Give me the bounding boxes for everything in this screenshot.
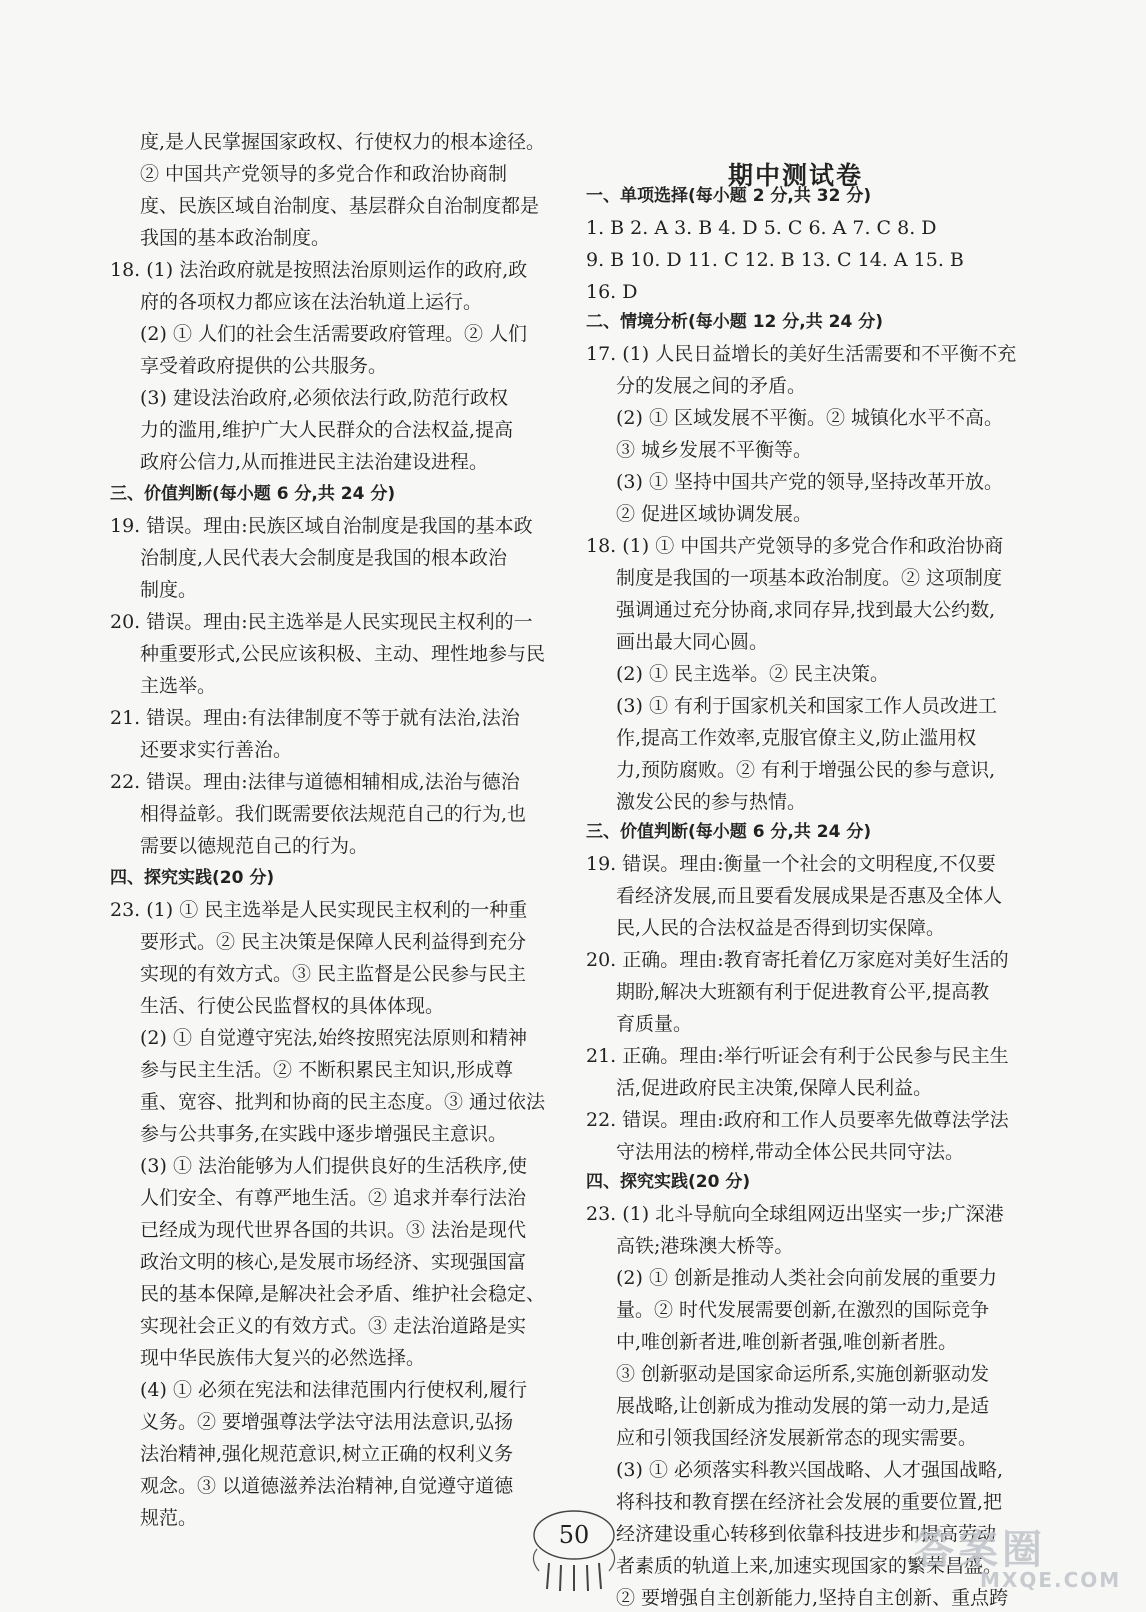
page-number-ornament-icon bbox=[515, 1505, 633, 1595]
answer-line: ③ 创新驱动是国家命运所系,实施创新驱动发 bbox=[616, 1363, 990, 1385]
answer-line: 18. (1) 法治政府就是按照法治原则运作的政府,政 bbox=[110, 259, 528, 281]
answer-line: 22. 错误。理由:法律与道德相辅相成,法治与德治 bbox=[110, 771, 520, 793]
watermark-logo bbox=[904, 1514, 1134, 1594]
answer-line: 20. 错误。理由:民主选举是人民实现民主权利的一 bbox=[110, 611, 533, 633]
answer-line: 政治文明的核心,是发展市场经济、实现强国富 bbox=[140, 1251, 527, 1273]
answer-line: 参与公共事务,在实践中逐步增强民主意识。 bbox=[140, 1123, 508, 1145]
answer-line: 治制度,人民代表大会制度是我国的根本政治 bbox=[140, 547, 508, 569]
answer-line: (3) 建设法治政府,必须依法行政,防范行政权 bbox=[140, 387, 509, 409]
answer-line: 观念。③ 以道德滋养法治精神,自觉遵守道德 bbox=[140, 1475, 514, 1497]
answer-line: 17. (1) 人民日益增长的美好生活需要和不平衡不充 bbox=[586, 343, 1017, 365]
answer-line: 育质量。 bbox=[616, 1013, 693, 1035]
answer-line: 分的发展之间的矛盾。 bbox=[616, 375, 807, 397]
answer-line: 参与民主生活。② 不断积累民主知识,形成尊 bbox=[140, 1059, 514, 1081]
answer-line: 力,预防腐败。② 有利于增强公民的参与意识, bbox=[616, 759, 996, 781]
answer-line: ② 中国共产党领导的多党合作和政治协商制 bbox=[140, 163, 508, 185]
answer-line: (2) ① 自觉遵守宪法,始终按照宪法原则和精神 bbox=[140, 1027, 528, 1049]
section-heading: 三、价值判断(每小题 6 分,共 24 分) bbox=[110, 484, 396, 504]
answer-line: 1. B 2. A 3. B 4. D 5. C 6. A 7. C 8. D bbox=[586, 217, 937, 239]
answer-line: 已经成为现代世界各国的共识。③ 法治是现代 bbox=[140, 1219, 527, 1241]
answer-line: 主选举。 bbox=[140, 675, 217, 697]
answer-line: 规范。 bbox=[140, 1507, 198, 1529]
answer-line: 需要以德规范自己的行为。 bbox=[140, 835, 369, 857]
section-heading: 四、探究实践(20 分) bbox=[110, 868, 275, 888]
answer-line: 将科技和教育摆在经济社会发展的重要位置,把 bbox=[616, 1491, 1003, 1513]
answer-line: (2) ① 创新是推动人类社会向前发展的重要力 bbox=[616, 1267, 997, 1289]
answer-line: 制度是我国的一项基本政治制度。② 这项制度 bbox=[616, 567, 1003, 589]
answer-line: 民的基本保障,是解决社会矛盾、维护社会稳定、 bbox=[140, 1283, 546, 1305]
page-number: 50 bbox=[558, 1521, 590, 1549]
section-heading: 三、价值判断(每小题 6 分,共 24 分) bbox=[586, 822, 872, 842]
answer-line: 18. (1) ① 中国共产党领导的多党合作和政治协商 bbox=[586, 535, 1004, 557]
answer-line: 激发公民的参与热情。 bbox=[616, 791, 807, 813]
answer-line: 义务。② 要增强尊法学法守法用法意识,弘扬 bbox=[140, 1411, 514, 1433]
answer-line: 21. 错误。理由:有法律制度不等于就有法治,法治 bbox=[110, 707, 520, 729]
answer-line: 作,提高工作效率,克服官僚主义,防止滥用权 bbox=[616, 727, 977, 749]
answer-line: 法治精神,强化规范意识,树立正确的权利义务 bbox=[140, 1443, 514, 1465]
answer-line: 政府公信力,从而推进民主法治建设进程。 bbox=[140, 451, 489, 473]
answer-line: (2) ① 区域发展不平衡。② 城镇化水平不高。 bbox=[616, 407, 1004, 429]
page-title: 期中测试卷 bbox=[728, 161, 864, 190]
answer-line: 20. 正确。理由:教育寄托着亿万家庭对美好生活的 bbox=[586, 949, 1009, 971]
answer-line: 生活、行使公民监督权的具体体现。 bbox=[140, 995, 445, 1017]
answer-line: 画出最大同心圆。 bbox=[616, 631, 769, 653]
answer-line: ③ 城乡发展不平衡等。 bbox=[616, 439, 813, 461]
answer-line: 实现的有效方式。③ 民主监督是公民参与民主 bbox=[140, 963, 527, 985]
answer-line: 9. B 10. D 11. C 12. B 13. C 14. A 15. B bbox=[586, 249, 964, 271]
answer-line: 民,人民的合法权益是否得到切实保障。 bbox=[616, 917, 946, 939]
answer-line: 现中华民族伟大复兴的必然选择。 bbox=[140, 1347, 426, 1369]
answer-line: 活,促进政府民主决策,保障人民利益。 bbox=[616, 1077, 933, 1099]
answer-line: 实现社会正义的有效方式。③ 走法治道路是实 bbox=[140, 1315, 527, 1337]
answer-line: (3) ① 法治能够为人们提供良好的生活秩序,使 bbox=[140, 1155, 528, 1177]
answer-line: 要形式。② 民主决策是保障人民利益得到充分 bbox=[140, 931, 527, 953]
answer-line: 中,唯创新者进,唯创新者强,唯创新者胜。 bbox=[616, 1331, 958, 1353]
answer-line: 还要求实行善治。 bbox=[140, 739, 293, 761]
answer-line: 相得益彰。我们既需要依法规范自己的行为,也 bbox=[140, 803, 527, 825]
answer-line: 强调通过充分协商,求同存异,找到最大公约数, bbox=[616, 599, 996, 621]
answer-line: 19. 错误。理由:衡量一个社会的文明程度,不仅要 bbox=[586, 853, 996, 875]
answer-line: 享受着政府提供的公共服务。 bbox=[140, 355, 388, 377]
answer-line: 我国的基本政治制度。 bbox=[140, 227, 331, 249]
answer-line: 展战略,让创新成为推动发展的第一动力,是适 bbox=[616, 1395, 990, 1417]
watermark-url: MXQE.COM bbox=[980, 1568, 1122, 1592]
answer-line: (3) ① 坚持中国共产党的领导,坚持改革开放。 bbox=[616, 471, 1004, 493]
answer-line: (3) ① 有利于国家机关和国家工作人员改进工 bbox=[616, 695, 997, 717]
answer-line: ② 促进区域协调发展。 bbox=[616, 503, 813, 525]
answer-line: 者素质的轨道上来,加速实现国家的繁荣昌盛。 bbox=[616, 1555, 1003, 1577]
answer-line: 人们安全、有尊严地生活。② 追求并奉行法治 bbox=[140, 1187, 527, 1209]
section-heading: 四、探究实践(20 分) bbox=[586, 1172, 751, 1192]
answer-line: 高铁;港珠澳大桥等。 bbox=[616, 1235, 794, 1257]
answer-line: 21. 正确。理由:举行听证会有利于公民参与民主生 bbox=[586, 1045, 1009, 1067]
answer-line: 守法用法的榜样,带动全体公民共同守法。 bbox=[616, 1141, 965, 1163]
answer-line: 府的各项权力都应该在法治轨道上运行。 bbox=[140, 291, 483, 313]
answer-line: 种重要形式,公民应该积极、主动、理性地参与民 bbox=[140, 643, 546, 665]
section-heading: 一、单项选择(每小题 2 分,共 32 分) bbox=[586, 186, 872, 206]
answer-line: (3) ① 必须落实科教兴国战略、人才强国战略, bbox=[616, 1459, 1004, 1481]
answer-line: ② 要增强自主创新能力,坚持自主创新、重点跨 bbox=[616, 1587, 1009, 1609]
answer-line: 制度。 bbox=[140, 579, 198, 601]
answer-line: 16. D bbox=[586, 281, 638, 303]
answer-line: 23. (1) 北斗导航向全球组网迈出坚实一步;广深港 bbox=[586, 1203, 1004, 1225]
answer-line: (2) ① 民主选举。② 民主决策。 bbox=[616, 663, 890, 685]
answer-line: 经济建设重心转移到依靠科技进步和提高劳动 bbox=[616, 1523, 997, 1545]
answer-line: 度、民族区域自治制度、基层群众自治制度都是 bbox=[140, 195, 540, 217]
answer-line: 量。② 时代发展需要创新,在激烈的国际竞争 bbox=[616, 1299, 990, 1321]
answer-line: 期盼,解决大班额有利于促进教育公平,提高教 bbox=[616, 981, 990, 1003]
answer-line: 度,是人民掌握国家政权、行使权力的根本途径。 bbox=[140, 131, 546, 153]
answer-line: 应和引领我国经济发展新常态的现实需要。 bbox=[616, 1427, 978, 1449]
answer-line: (4) ① 必须在宪法和法律范围内行使权利,履行 bbox=[140, 1379, 528, 1401]
answer-line: (2) ① 人们的社会生活需要政府管理。② 人们 bbox=[140, 323, 528, 345]
section-heading: 二、情境分析(每小题 12 分,共 24 分) bbox=[586, 312, 883, 332]
answer-line: 看经济发展,而且要看发展成果是否惠及全体人 bbox=[616, 885, 1003, 907]
answer-line: 19. 错误。理由:民族区域自治制度是我国的基本政 bbox=[110, 515, 533, 537]
watermark-text: 答案圈 bbox=[914, 1527, 1046, 1573]
answer-line: 重、宽容、批判和协商的民主态度。③ 通过依法 bbox=[140, 1091, 546, 1113]
answer-line: 22. 错误。理由:政府和工作人员要率先做尊法学法 bbox=[586, 1109, 1009, 1131]
answer-line: 力的滥用,维护广大人民群众的合法权益,提高 bbox=[140, 419, 514, 441]
answer-line: 23. (1) ① 民主选举是人民实现民主权利的一种重 bbox=[110, 899, 528, 921]
